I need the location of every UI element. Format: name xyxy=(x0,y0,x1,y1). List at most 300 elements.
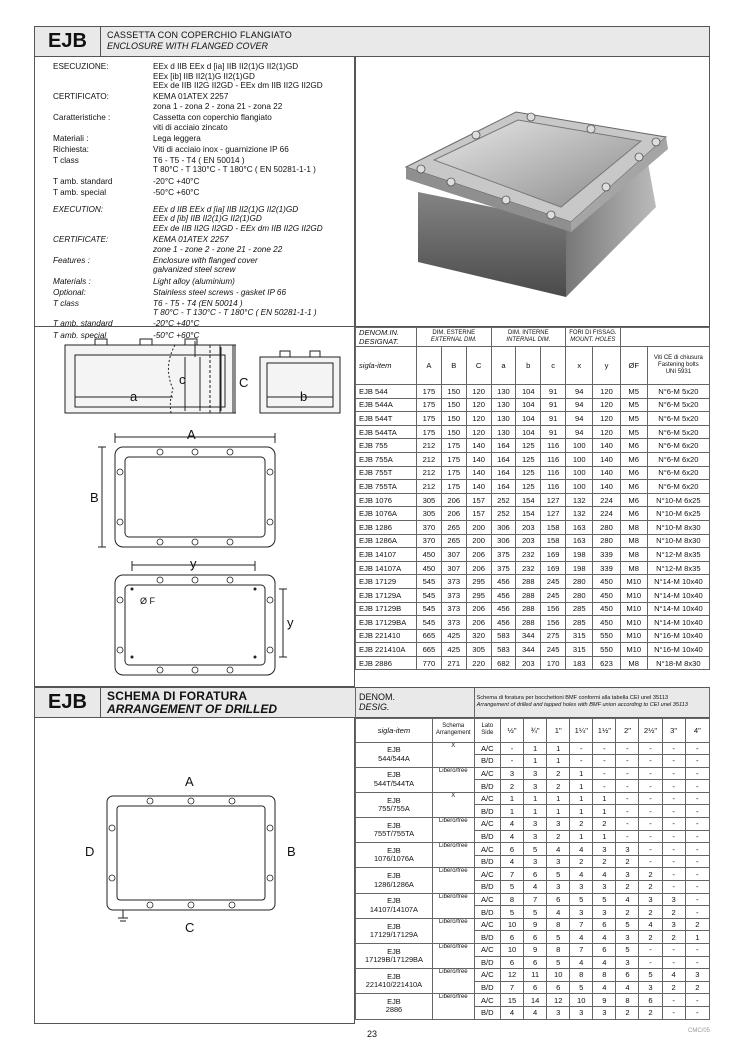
table-cell: 373 xyxy=(441,616,466,630)
table-cell: M6 xyxy=(620,452,647,466)
table-row xyxy=(356,742,710,755)
table-cell: 2 xyxy=(616,881,639,894)
table-cell: 4 xyxy=(570,931,593,944)
table-cell: 545 xyxy=(417,575,442,589)
table-cell: 116 xyxy=(541,466,566,480)
table-cell: 5 xyxy=(639,969,662,982)
table-cell: 212 xyxy=(417,452,442,466)
table-cell: M10 xyxy=(620,588,647,602)
table-cell: 150 xyxy=(441,385,466,399)
table-row xyxy=(356,520,710,534)
table-row xyxy=(356,918,710,931)
table-cell: 2 xyxy=(685,918,709,931)
table-cell: 104 xyxy=(516,412,541,426)
dim-label-phiF: Ø F xyxy=(140,596,155,606)
table-cell: 375 xyxy=(491,561,516,575)
th-size: 2" xyxy=(616,718,639,742)
table-cell: 320 xyxy=(466,629,491,643)
table-cell: 3 xyxy=(593,906,616,919)
th-col: b xyxy=(516,347,541,385)
th-size: 4" xyxy=(685,718,709,742)
th-denom-it: DENOM.IN. xyxy=(359,328,400,337)
th-group-en: MOUNT. HOLES xyxy=(570,337,616,343)
table-cell: 280 xyxy=(593,520,620,534)
table-cell: 7 xyxy=(501,868,524,881)
table-cell: 373 xyxy=(441,588,466,602)
table-cell: N°16-M 10x40 xyxy=(647,629,709,643)
table-row xyxy=(356,561,710,575)
table-cell: - xyxy=(616,805,639,818)
spec-key: Caratteristiche : xyxy=(53,113,111,122)
drill-item: EJB 1286/1286A xyxy=(356,868,433,893)
table-cell: A/C xyxy=(474,868,500,881)
spec-key: Optional: xyxy=(53,287,86,297)
table-cell: 3 xyxy=(524,855,547,868)
table-cell: 6 xyxy=(547,893,570,906)
table-cell: 6 xyxy=(501,931,524,944)
drill-schema: Libero/free xyxy=(432,944,474,969)
table-cell: 206 xyxy=(441,493,466,507)
spec-key: EXECUTION: xyxy=(53,204,104,214)
drilling-diagram-drawing xyxy=(35,718,354,1022)
spec-key: T amb. standard xyxy=(53,176,113,186)
table-cell: 339 xyxy=(593,548,620,562)
table-cell: 100 xyxy=(566,452,593,466)
table-cell: 4 xyxy=(616,981,639,994)
footer-code: CMC/05 xyxy=(687,1028,710,1034)
table-cell: 140 xyxy=(593,439,620,453)
table-cell: 5 xyxy=(570,893,593,906)
spec-value: Light alloy (aluminium) xyxy=(153,276,235,286)
table-cell: 370 xyxy=(417,534,442,548)
drill-schema: Libero/free xyxy=(432,893,474,918)
table-cell: B/D xyxy=(474,906,500,919)
drill-schema: X xyxy=(432,792,474,817)
table-cell: 450 xyxy=(593,588,620,602)
table-cell: 175 xyxy=(417,385,442,399)
table-cell: 150 xyxy=(441,398,466,412)
dim-label-C: C xyxy=(239,375,249,390)
table-cell: 2 xyxy=(570,818,593,831)
table-cell: 2 xyxy=(639,906,662,919)
table-cell: 3 xyxy=(570,1006,593,1019)
table-cell: 127 xyxy=(541,507,566,521)
table-cell: 5 xyxy=(570,981,593,994)
table-cell: 4 xyxy=(501,1006,524,1019)
drill-item: EJB 14107/14107A xyxy=(356,893,433,918)
table-cell: M5 xyxy=(620,398,647,412)
dim-label-y-side: y xyxy=(287,615,294,630)
table-cell: 203 xyxy=(516,534,541,548)
table-cell: 6 xyxy=(524,868,547,881)
table-cell: 130 xyxy=(491,398,516,412)
table-cell: B/D xyxy=(474,830,500,843)
dim-label-A: A xyxy=(187,427,196,442)
dim-label-a: a xyxy=(130,389,138,404)
table-row xyxy=(356,994,710,1007)
table-cell: 203 xyxy=(516,520,541,534)
drill-schema: X xyxy=(432,742,474,767)
th-group-en: INTERNAL DIM. xyxy=(506,337,551,343)
th-group-it: DIM. ESTERNE xyxy=(432,330,476,336)
table-cell: 4 xyxy=(593,868,616,881)
table-cell: - xyxy=(685,956,709,969)
table-cell: 7 xyxy=(501,981,524,994)
drill-title-italian: SCHEMA DI FORATURA xyxy=(107,689,248,703)
spec-value: KEMA 01ATEX 2257 zone 1 - zone 2 - zone 21 - zone 22 xyxy=(153,235,283,254)
th-col: C xyxy=(466,347,491,385)
section-header xyxy=(34,26,710,57)
table-cell: - xyxy=(616,767,639,780)
th-col: x xyxy=(566,347,593,385)
th-group xyxy=(491,328,566,347)
table-row xyxy=(356,818,710,831)
table-cell: 104 xyxy=(516,425,541,439)
table-cell: 175 xyxy=(417,398,442,412)
drill-item: EJB 1076/1076A xyxy=(356,843,433,868)
table-cell: 4 xyxy=(501,818,524,831)
table-cell: - xyxy=(639,818,662,831)
table-cell: EJB 14107A xyxy=(356,561,417,575)
drill-item: EJB 544T/544TA xyxy=(356,767,433,792)
table-row xyxy=(356,944,710,957)
table-cell: 91 xyxy=(541,398,566,412)
table-cell: 2 xyxy=(639,868,662,881)
spec-key: T class xyxy=(53,298,79,308)
table-cell: 339 xyxy=(593,561,620,575)
table-cell: 344 xyxy=(516,629,541,643)
table-cell: EJB 17129A xyxy=(356,588,417,602)
table-cell: - xyxy=(639,830,662,843)
table-cell: N°6-M 6x20 xyxy=(647,466,709,480)
table-cell: 2 xyxy=(616,906,639,919)
table-cell: EJB 544TA xyxy=(356,425,417,439)
table-cell: 164 xyxy=(491,439,516,453)
table-cell: 3 xyxy=(639,981,662,994)
table-cell: 265 xyxy=(441,520,466,534)
table-cell: 158 xyxy=(541,520,566,534)
table-cell: - xyxy=(685,893,709,906)
drill-schema: Libero/free xyxy=(432,969,474,994)
table-cell: N°14-M 10x40 xyxy=(647,616,709,630)
table-cell: 1 xyxy=(524,742,547,755)
table-cell: - xyxy=(616,755,639,768)
table-cell: - xyxy=(685,742,709,755)
table-cell: 9 xyxy=(593,994,616,1007)
table-cell: 4 xyxy=(593,981,616,994)
table-cell: N°10-M 8x30 xyxy=(647,534,709,548)
table-cell: EJB 17129B xyxy=(356,602,417,616)
table-cell: 375 xyxy=(491,548,516,562)
drill-item: EJB 17129/17129A xyxy=(356,918,433,943)
table-cell: 4 xyxy=(524,1006,547,1019)
table-cell: 295 xyxy=(466,588,491,602)
table-cell: - xyxy=(593,780,616,793)
table-cell: - xyxy=(501,742,524,755)
table-cell: 224 xyxy=(593,493,620,507)
table-cell: N°10-M 8x30 xyxy=(647,520,709,534)
table-cell: 5 xyxy=(501,906,524,919)
table-cell: 315 xyxy=(566,643,593,657)
table-cell: 456 xyxy=(491,588,516,602)
table-cell: 120 xyxy=(593,425,620,439)
table-cell: 307 xyxy=(441,548,466,562)
table-cell: 1 xyxy=(593,830,616,843)
table-cell: 132 xyxy=(566,507,593,521)
table-cell: 6 xyxy=(524,931,547,944)
table-cell: - xyxy=(685,805,709,818)
table-cell: - xyxy=(639,944,662,957)
table-cell: 2 xyxy=(639,931,662,944)
table-cell: 3 xyxy=(685,969,709,982)
table-cell: 295 xyxy=(466,575,491,589)
table-cell: 212 xyxy=(417,439,442,453)
table-cell: - xyxy=(639,755,662,768)
table-cell: 7 xyxy=(524,893,547,906)
table-cell: 3 xyxy=(570,906,593,919)
table-cell: 1 xyxy=(501,805,524,818)
table-cell: A/C xyxy=(474,818,500,831)
table-cell: 94 xyxy=(566,412,593,426)
th-group xyxy=(566,328,621,347)
table-cell: 5 xyxy=(547,931,570,944)
table-cell: 265 xyxy=(441,534,466,548)
table-cell: 456 xyxy=(491,575,516,589)
table-cell: - xyxy=(639,780,662,793)
th-col: A xyxy=(417,347,442,385)
table-cell: - xyxy=(685,868,709,881)
table-cell: 9 xyxy=(524,918,547,931)
table-cell: - xyxy=(662,994,685,1007)
table-cell: A/C xyxy=(474,944,500,957)
table-cell: - xyxy=(662,742,685,755)
table-row xyxy=(356,656,710,670)
table-cell: 206 xyxy=(466,561,491,575)
table-cell: 682 xyxy=(491,656,516,670)
table-cell: A/C xyxy=(474,767,500,780)
table-cell: 1 xyxy=(547,742,570,755)
th-col: c xyxy=(541,347,566,385)
th-size: ½" xyxy=(501,718,524,742)
table-cell: 3 xyxy=(616,868,639,881)
table-cell: 456 xyxy=(491,616,516,630)
table-cell: 91 xyxy=(541,385,566,399)
table-cell: - xyxy=(570,755,593,768)
table-cell: 120 xyxy=(466,425,491,439)
table-cell: - xyxy=(685,994,709,1007)
spec-key: T amb. special xyxy=(53,187,107,197)
th-denom-en: DESIGNAT. xyxy=(359,337,399,346)
table-cell: 2 xyxy=(662,906,685,919)
table-cell: 164 xyxy=(491,466,516,480)
table-cell: 245 xyxy=(541,588,566,602)
table-cell: 2 xyxy=(616,855,639,868)
drill-item: EJB 755/755A xyxy=(356,792,433,817)
th-denom2-it: DENOM. xyxy=(359,692,395,703)
table-cell: 2 xyxy=(639,881,662,894)
table-cell: 175 xyxy=(441,439,466,453)
table-cell: 224 xyxy=(593,507,620,521)
table-cell: - xyxy=(616,780,639,793)
table-cell: 1 xyxy=(570,805,593,818)
table-cell: 3 xyxy=(662,918,685,931)
table-cell: 4 xyxy=(570,843,593,856)
table-row xyxy=(356,548,710,562)
table-cell: 150 xyxy=(441,412,466,426)
table-cell: 1 xyxy=(593,805,616,818)
dimensions-table xyxy=(355,327,710,670)
table-cell: 104 xyxy=(516,385,541,399)
table-cell: 550 xyxy=(593,629,620,643)
table-cell: 1 xyxy=(547,805,570,818)
table-cell: - xyxy=(685,767,709,780)
table-cell: 2 xyxy=(639,1006,662,1019)
table-cell: 305 xyxy=(466,643,491,657)
table-cell: 4 xyxy=(570,868,593,881)
table-cell: 5 xyxy=(501,881,524,894)
table-cell: N°18-M 8x30 xyxy=(647,656,709,670)
table-cell: 275 xyxy=(541,629,566,643)
table-cell: 206 xyxy=(466,602,491,616)
table-cell: 3 xyxy=(547,855,570,868)
table-row xyxy=(356,588,710,602)
table-cell: N°14-M 10x40 xyxy=(647,575,709,589)
table-cell: EJB 1076 xyxy=(356,493,417,507)
table-cell: 183 xyxy=(566,656,593,670)
table-cell: - xyxy=(662,755,685,768)
table-cell: 100 xyxy=(566,480,593,494)
table-cell: 5 xyxy=(616,944,639,957)
table-cell: 125 xyxy=(516,439,541,453)
table-cell: 158 xyxy=(541,534,566,548)
table-cell: EJB 1286A xyxy=(356,534,417,548)
table-cell: A/C xyxy=(474,893,500,906)
table-cell: 170 xyxy=(541,656,566,670)
table-cell: 2 xyxy=(662,981,685,994)
table-cell: - xyxy=(662,780,685,793)
spec-value: T6 - T5 - T4 ( EN 50014 ) T 80°C - T 130°C - T 180°C ( EN 50281-1-1 ) xyxy=(153,155,316,175)
table-cell: 4 xyxy=(547,906,570,919)
table-cell: 6 xyxy=(639,994,662,1007)
table-cell: EJB 755T xyxy=(356,466,417,480)
product-photo xyxy=(355,57,710,327)
table-cell: 2 xyxy=(501,780,524,793)
table-cell: A/C xyxy=(474,969,500,982)
dimension-drawings xyxy=(34,327,355,687)
table-cell: EJB 544 xyxy=(356,385,417,399)
table-cell: 4 xyxy=(547,843,570,856)
table-cell: M5 xyxy=(620,425,647,439)
th-size: ¾" xyxy=(524,718,547,742)
table-cell: 3 xyxy=(501,767,524,780)
table-cell: - xyxy=(662,818,685,831)
th-group-it: FORI DI FISSAG. xyxy=(569,330,617,336)
table-cell: 140 xyxy=(466,439,491,453)
table-cell: 203 xyxy=(516,656,541,670)
th-note-it: Schema di foratura per bocchettoni BMF conformi alla tabella CEI unel 35113 xyxy=(476,695,669,702)
table-cell: 288 xyxy=(516,616,541,630)
table-cell: 150 xyxy=(441,425,466,439)
table-cell: 15 xyxy=(501,994,524,1007)
table-cell: 132 xyxy=(566,493,593,507)
table-cell: 2 xyxy=(662,931,685,944)
table-cell: 157 xyxy=(466,493,491,507)
table-row xyxy=(356,534,710,548)
table-cell: M6 xyxy=(620,439,647,453)
table-cell: 2 xyxy=(570,855,593,868)
table-row xyxy=(356,480,710,494)
table-cell: 3 xyxy=(639,893,662,906)
table-cell: 140 xyxy=(466,452,491,466)
th-col: B xyxy=(441,347,466,385)
table-cell: 156 xyxy=(541,616,566,630)
spec-value: -50°C +60°C xyxy=(153,330,200,340)
table-cell: M10 xyxy=(620,629,647,643)
table-cell: 6 xyxy=(593,918,616,931)
table-cell: 100 xyxy=(566,466,593,480)
table-cell: 9 xyxy=(524,944,547,957)
table-cell: 120 xyxy=(593,412,620,426)
table-cell: M8 xyxy=(620,520,647,534)
th-note-en: Arrangement of drilled and tapped holes with BMF union according to CEI unel 35113 xyxy=(476,702,688,709)
table-cell: - xyxy=(685,830,709,843)
table-cell: 3 xyxy=(616,956,639,969)
table-cell: EJB 755A xyxy=(356,452,417,466)
th-group-en: EXTERNAL DIM. xyxy=(430,337,477,343)
table-cell: - xyxy=(685,1006,709,1019)
table-cell: EJB 221410A xyxy=(356,643,417,657)
th-group xyxy=(417,328,492,347)
table-row xyxy=(356,452,710,466)
table-row xyxy=(356,767,710,780)
table-row xyxy=(356,792,710,805)
table-cell: 5 xyxy=(547,868,570,881)
table-cell: M5 xyxy=(620,412,647,426)
table-row xyxy=(356,507,710,521)
table-cell: 11 xyxy=(524,969,547,982)
th-size: 1½" xyxy=(593,718,616,742)
table-cell: 169 xyxy=(541,561,566,575)
table-cell: 3 xyxy=(547,881,570,894)
table-cell: 94 xyxy=(566,398,593,412)
th-col: ØF xyxy=(620,347,647,385)
table-row xyxy=(356,629,710,643)
drill-title-english: ARRANGEMENT OF DRILLED xyxy=(107,702,277,716)
table-cell: 3 xyxy=(616,843,639,856)
table-cell: EJB 755TA xyxy=(356,480,417,494)
table-cell: 425 xyxy=(441,643,466,657)
table-cell: - xyxy=(662,881,685,894)
table-cell: 252 xyxy=(491,507,516,521)
product-code: EJB xyxy=(35,27,101,56)
table-cell: 4 xyxy=(639,918,662,931)
table-cell: 545 xyxy=(417,602,442,616)
table-cell: 2 xyxy=(547,780,570,793)
table-cell: 425 xyxy=(441,629,466,643)
table-cell: 130 xyxy=(491,425,516,439)
table-row xyxy=(356,602,710,616)
table-cell: 12 xyxy=(547,994,570,1007)
table-cell: 373 xyxy=(441,602,466,616)
th-note xyxy=(474,687,709,718)
table-cell: - xyxy=(662,805,685,818)
table-row xyxy=(356,385,710,399)
table-cell: 5 xyxy=(524,843,547,856)
table-cell: 8 xyxy=(547,944,570,957)
table-cell: - xyxy=(639,805,662,818)
table-cell: 1 xyxy=(524,805,547,818)
table-cell: 140 xyxy=(593,466,620,480)
